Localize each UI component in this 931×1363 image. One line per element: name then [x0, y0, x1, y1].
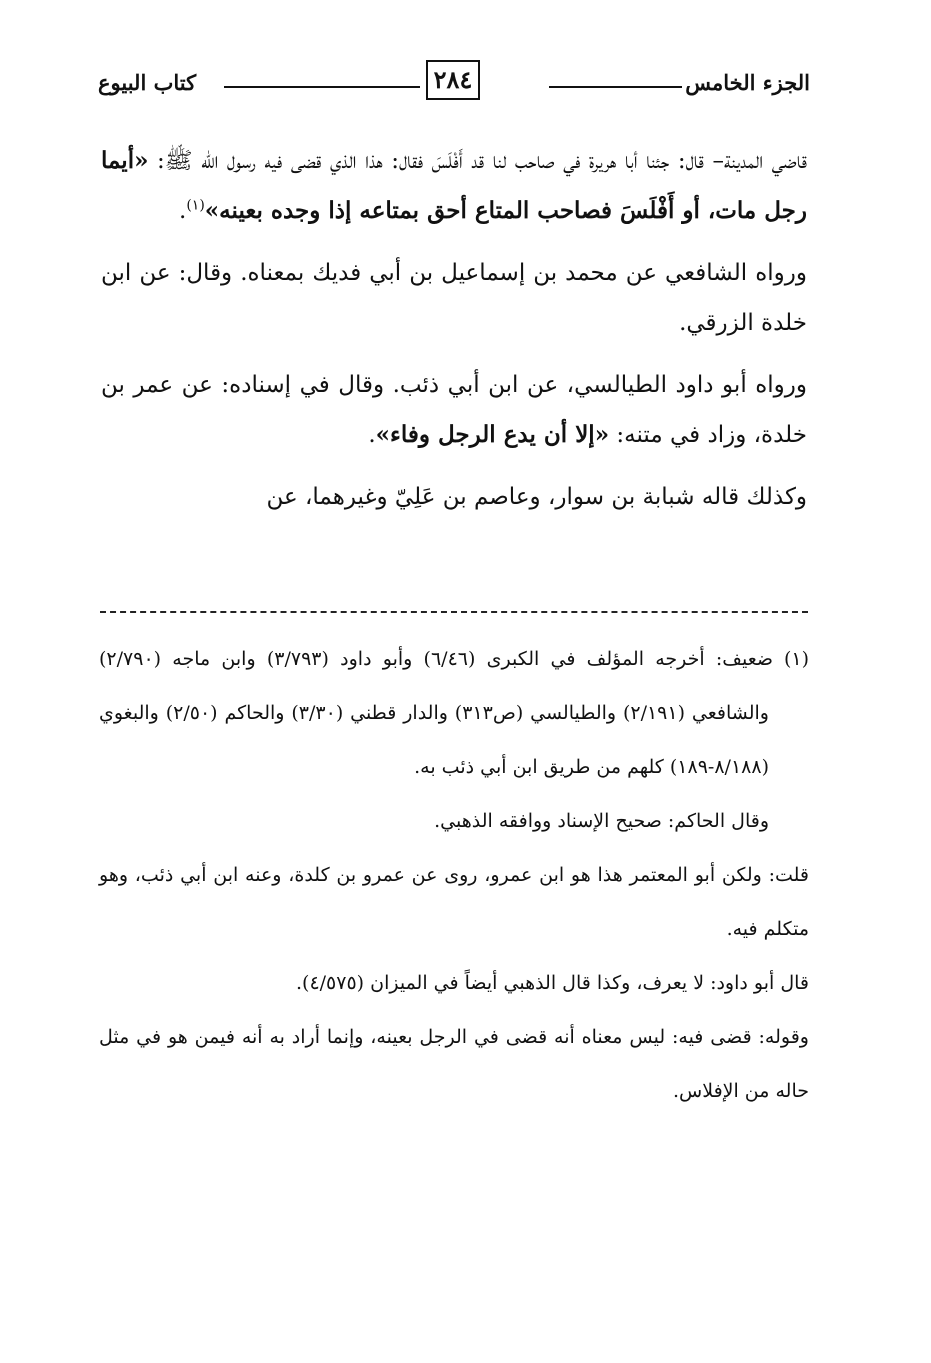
footnote-note-hakim: وقال الحاكم: صحيح الإسناد ووافقه الذهبي.	[434, 810, 769, 832]
hadith-text: «أيما رجل مات، أو أَفْلَسَ فصاحب المتاع أحق بمتاعه إذا وجده بعينه»	[101, 147, 807, 224]
main-text	[101, 136, 807, 522]
footnote-reference[interactable]: (١)	[186, 197, 205, 214]
volume-title: الجزء الخامس	[685, 70, 810, 95]
paragraph-4: وكذلك قاله شبابة بن سوار، وعاصم بن عَلِيّ وغيرهما، عن	[266, 484, 807, 510]
paragraph-3	[101, 360, 807, 460]
footnotes	[99, 632, 809, 1118]
footnote-1-text: ضعيف: أخرجه المؤلف في الكبرى (٦/٤٦) وأبو داود (٣/٧٩٣) وابن ماجه (٢/٧٩٠) والشافعي (٢/١٩١) والطيالسي (ص٣١٣) والدار قطني (٣/٣٠) والحاكم (٢/٥٠) والبغوي (٨/١٨٨-١٨٩) كلهم من طريق ابن أبي ذئب به.	[99, 648, 773, 778]
header-rule-right	[549, 86, 682, 88]
footnote-1	[99, 632, 809, 794]
page-header	[98, 60, 810, 108]
footnote-separator	[100, 611, 808, 613]
book-title: كتاب البيوع	[98, 70, 197, 95]
page-number: ٢٨٤	[426, 60, 480, 100]
paragraph-1-end: .	[179, 198, 187, 224]
paragraph-1	[101, 136, 807, 236]
paragraph-3-end: .	[368, 422, 376, 448]
paragraph-1-text: قاضي المدينة– قال: جئنا أبا هريرة في صاحب لنا قد أَفْلَسَ فقال: هذا الذي قضى فيه رسول الله ﷺ:	[148, 148, 807, 174]
quoted-addition: «إلا أن يدع الرجل وفاء»	[375, 421, 610, 448]
footnote-note-abu-dawud: قال أبو داود: لا يعرف، وكذا قال الذهبي أيضاً في الميزان (٤/٥٧٥).	[295, 972, 809, 994]
paragraph-3-text: ورواه أبو داود الطيالسي، عن ابن أبي ذئب. وقال في إسناده: عن عمر بن خلدة، وزاد في متنه:	[101, 372, 807, 448]
header-rule-left	[224, 86, 420, 88]
footnote-note-explanation: وقوله: قضى فيه: ليس معناه أنه قضى في الرجل بعينه، وإنما أراد به أنه فيمن هو في مثل حاله من الإفلاس.	[99, 1026, 809, 1102]
paragraph-2: ورواه الشافعي عن محمد بن إسماعيل بن أبي فديك بمعناه. وقال: عن ابن خلدة الزرقي.	[101, 260, 807, 336]
footnote-marker: (١)	[783, 648, 809, 670]
footnote-note-author: قلت: ولكن أبو المعتمر هذا هو ابن عمرو، روى عن عمرو بن كلدة، وعنه ابن أبي ذئب، وهو متكلم فيه.	[99, 864, 809, 940]
